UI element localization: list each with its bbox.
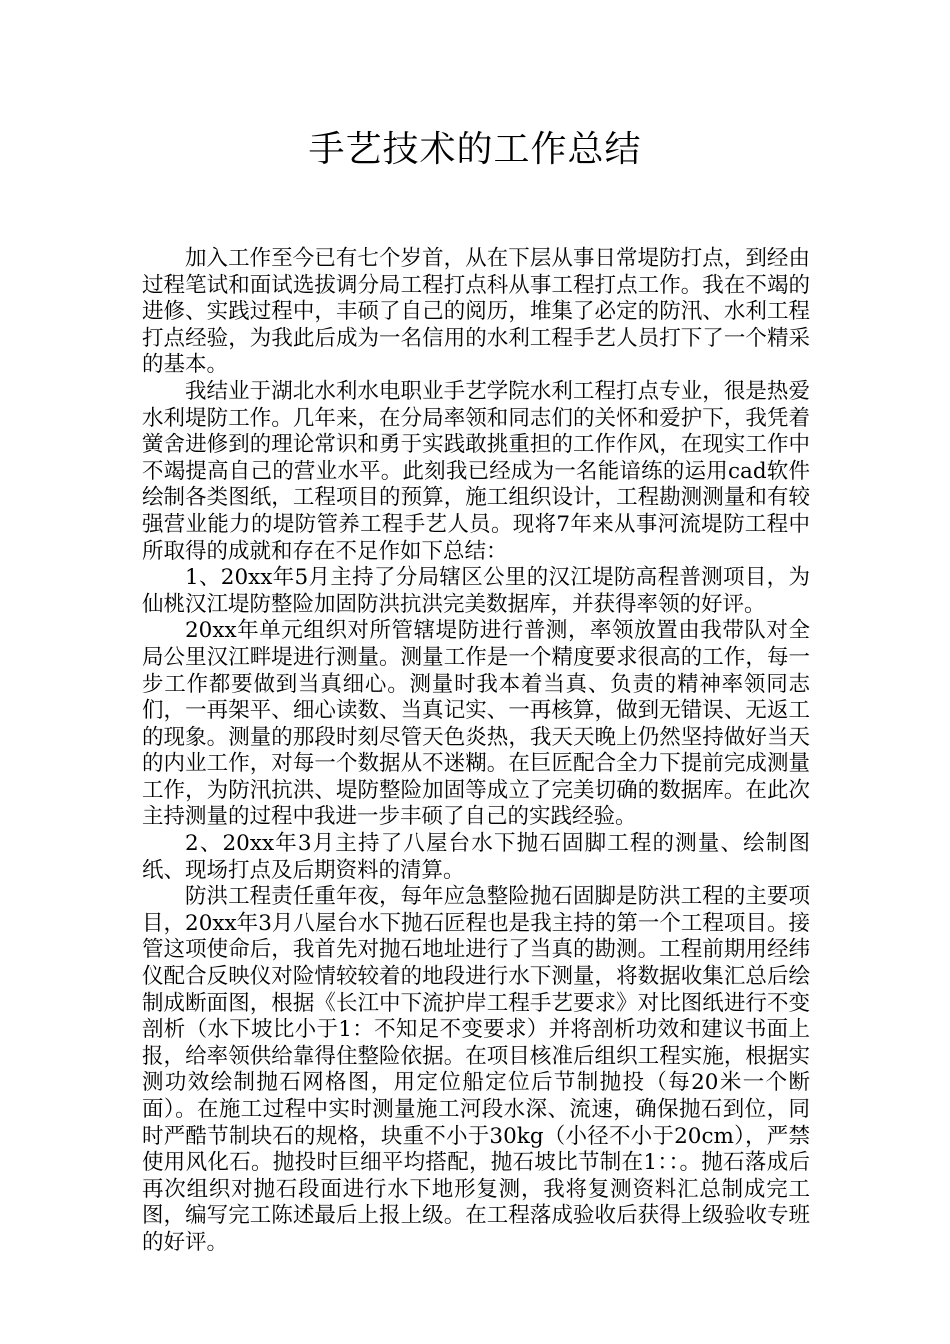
- document-title: 手艺技术的工作总结: [308, 129, 642, 170]
- body-paragraph-6: 防洪工程责任重年夜，每年应急整险抛石固脚是防洪工程的主要项目，20xx年3月八屋台水下抛石匠程也是我主持的第一个工程项目。接管这项使命后，我首先对抛石地址进行了当真的勘测。工程前期用经纬仪配合反映仪对险情较较着的地段进行水下测量，将数据收集汇总后绘制成断面图，根据《长江中下流护岸工程手艺要求》对比图纸进行不变剖析（水下坡比小于1：不知足不变要求）并将剖析功效和建议书面上报，给率领供给靠得住整险依据。在项目核准后组织工程实施，根据实测功效绘制抛石网格图，用定位船定位后节制抛投（每20米一个断面）。在施工过程中实时测量施工河段水深、流速，确保抛石到位，同时严酷节制块石的规格，块重不小于30kg（小径不小于20cm），严禁使用风化石。抛投时巨细平均搭配，抛石坡比节制在1：：。抛石落成后再次组织对抛石段面进行水下地形复测，我将复测资料汇总制成完工图，编写完工陈述最后上报上级。在工程落成验收后获得上级验收专班的好评。: [142, 884, 810, 1255]
- document-body: [142, 246, 810, 1257]
- body-paragraph-3: 1、20xx年5月主持了分局辖区公里的汉江堤防高程普测项目，为仙桃汉江堤防整险加固防洪抗洪完美数据库，并获得率领的好评。: [142, 565, 810, 617]
- body-paragraph-1: 加入工作至今已有七个岁首，从在下层从事日常堤防打点，到经由过程笔试和面试选拔调分局工程打点科从事工程打点工作。我在不竭的进修、实践过程中，丰硕了自己的阅历，堆集了必定的防汛、水利工程打点经验，为我此后成为一名信用的水利工程手艺人员打下了一个精采的基本。: [142, 246, 810, 378]
- body-paragraph-2: 我结业于湖北水利水电职业手艺学院水利工程打点专业，很是热爱水利堤防工作。几年来，在分局率领和同志们的关怀和爱护下，我凭着黉舍进修到的理论常识和勇于实践敢挑重担的工作作风，在现实工作中不竭提高自己的营业水平。此刻我已经成为一名能谙练的运用cad软件绘制各类图纸，工程项目的预算，施工组织设计，工程勘测测量和有较强营业能力的堤防管养工程手艺人员。现将7年来从事河流堤防工程中所取得的成就和存在不足作如下总结：: [142, 378, 810, 564]
- body-paragraph-4: 20xx年单元组织对所管辖堤防进行普测，率领放置由我带队对全局公里汉江畔堤进行测量。测量工作是一个精度要求很高的工作，每一步工作都要做到当真细心。测量时我本着当真、负责的精神率领同志们，一再架平、细心读数、当真记实、一再核算，做到无错误、无返工的现象。测量的那段时刻尽管天色炎热，我天天晚上仍然坚持做好当天的内业工作，对每一个数据从不迷糊。在巨匠配合全力下提前完成测量工作，为防汛抗洪、堤防整险加固等成立了完美切确的数据库。在此次主持测量的过程中我进一步丰硕了自己的实践经验。: [142, 618, 810, 830]
- body-paragraph-5: 2、20xx年3月主持了八屋台水下抛石固脚工程的测量、绘制图纸、现场打点及后期资料的清算。: [142, 831, 810, 883]
